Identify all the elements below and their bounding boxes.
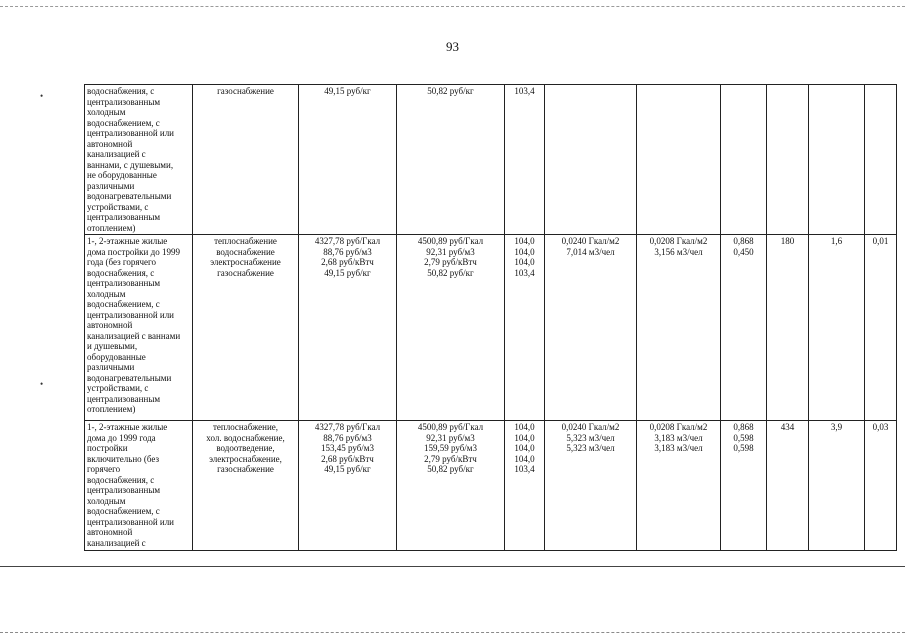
table-row — [85, 421, 897, 551]
tariff-b-cell — [397, 85, 505, 235]
cell-line: водонагревательными — [87, 191, 172, 201]
cell-line: горячего — [87, 464, 121, 474]
cell-line: централизованным — [87, 212, 161, 222]
cell-line: устройствами, с — [87, 201, 149, 212]
cell-line: 0,868 — [733, 236, 754, 246]
cell-line: 4327,78 руб/Гкал — [314, 236, 381, 246]
count-cell — [767, 421, 809, 551]
cell-line: водоснабжением, с — [87, 117, 160, 128]
cell-line: 49,15 руб/кг — [324, 464, 371, 474]
services-cell — [193, 421, 299, 551]
scan-edge-bottom — [0, 632, 905, 633]
cell-line: 0,450 — [733, 246, 754, 257]
cell-line: 0,598 — [733, 443, 754, 453]
cell-line: 0,03 — [872, 422, 889, 432]
margin-mark: • — [40, 379, 44, 389]
cell-line: канализацией с — [87, 537, 146, 548]
cell-line: 103,4 — [514, 464, 535, 474]
count-cell — [767, 85, 809, 235]
cell-line: водоснабжением, с — [87, 506, 160, 516]
cell-line: отоплением) — [87, 222, 136, 233]
cell-line: ваннами, с душевыми, — [87, 159, 174, 170]
cell-line: 103,4 — [514, 267, 535, 278]
cell-line: холодным — [87, 288, 126, 299]
cell-line: водонагревательными — [87, 372, 172, 383]
tariff-a-cell — [299, 85, 397, 235]
cell-line: 88,76 руб/м3 — [323, 246, 372, 257]
cell-line: 0,598 — [733, 432, 754, 443]
cell-line: централизованным — [87, 96, 161, 107]
cell-line: 104,0 — [514, 236, 535, 246]
cell-line: 104,0 — [514, 453, 535, 464]
tariff-b-cell — [397, 421, 505, 551]
cell-line: 92,31 руб/м3 — [426, 432, 475, 443]
cell-line: 2,68 руб/кВтч — [321, 453, 374, 464]
cell-line: холодным — [87, 495, 126, 506]
cell-line: 434 — [780, 422, 795, 432]
share-cell — [809, 235, 865, 421]
cell-line: отоплением) — [87, 404, 136, 414]
cell-line: 0,0208 Гкал/м2 — [649, 422, 708, 432]
cell-line: централизованным — [87, 278, 161, 288]
cell-line: 1,6 — [830, 236, 843, 246]
cell-line: автономной — [87, 320, 133, 330]
table-body — [85, 85, 897, 551]
norm-a-cell — [545, 85, 637, 235]
coefficient-cell — [721, 421, 767, 551]
extra-cell — [865, 85, 897, 235]
services-cell — [193, 85, 299, 235]
cell-line: 0,0240 Гкал/м2 — [561, 422, 620, 432]
cell-line: водоснабжением, с — [87, 299, 160, 309]
norm-a-cell — [545, 421, 637, 551]
cell-line: водоснабжения, с — [87, 267, 155, 278]
norm-b-cell — [637, 235, 721, 421]
cell-line: 1-, 2-этажные жилые — [87, 422, 168, 432]
table-row — [85, 235, 897, 421]
cell-line: 4500,89 руб/Гкал — [417, 422, 484, 432]
cell-line: 2,68 руб/кВтч — [321, 257, 374, 267]
cell-line: 3,156 м3/чел — [654, 246, 703, 257]
cell-line: оборудованные — [87, 351, 146, 362]
cell-line: 4500,89 руб/Гкал — [417, 236, 484, 246]
cell-line: централизованным — [87, 485, 161, 495]
norm-a-cell — [545, 235, 637, 421]
cell-line: 5,323 м3/чел — [566, 443, 615, 453]
cell-line: различными — [87, 180, 135, 191]
cell-line: 5,323 м3/чел — [566, 432, 615, 443]
cell-line: дома постройки до 1999 — [87, 246, 180, 257]
tariff-b-cell — [397, 235, 505, 421]
cell-line: 104,0 — [514, 443, 535, 453]
tariff-table — [84, 84, 897, 551]
margin-mark: • — [40, 91, 44, 101]
cell-line: хол. водоснабжение, — [206, 432, 285, 443]
share-cell — [809, 421, 865, 551]
cell-line: 49,15 руб/кг — [324, 86, 371, 96]
cell-line: 3,9 — [830, 422, 843, 432]
cell-line: централизованной или — [87, 128, 175, 138]
cell-line: 103,4 — [514, 86, 535, 96]
cell-line: холодным — [87, 107, 126, 117]
cell-line: 7,014 м3/чел — [566, 246, 615, 257]
row-description — [85, 235, 193, 421]
cell-line: 49,15 руб/кг — [324, 267, 371, 278]
index-cell — [505, 421, 545, 551]
row-description — [85, 85, 193, 235]
index-cell — [505, 85, 545, 235]
tariff-a-cell — [299, 235, 397, 421]
cell-line: дома до 1999 года — [87, 432, 156, 443]
cell-line: включительно (без — [87, 453, 160, 464]
tariff-a-cell — [299, 421, 397, 551]
table-row — [85, 85, 897, 235]
cell-line: теплоснабжение, — [212, 422, 279, 432]
cell-line: года (без горячего — [87, 257, 156, 267]
cell-line: 50,82 руб/кг — [427, 86, 474, 96]
extra-cell — [865, 421, 897, 551]
bottom-rule — [0, 566, 905, 567]
cell-line: различными — [87, 362, 135, 372]
cell-line: 104,0 — [514, 257, 535, 267]
index-cell — [505, 235, 545, 421]
cell-line: 3,183 м3/чел — [654, 432, 703, 443]
cell-line: 153,45 руб/м3 — [320, 443, 375, 453]
cell-line: газоснабжение — [217, 464, 274, 474]
services-cell — [193, 235, 299, 421]
cell-line: устройствами, с — [87, 383, 149, 393]
cell-line: 50,82 руб/кг — [427, 464, 474, 474]
cell-line: 0,01 — [872, 236, 889, 246]
cell-line: газоснабжение — [217, 86, 274, 96]
page-number: 93 — [446, 39, 459, 54]
cell-line: 2,79 руб/кВтч — [424, 257, 477, 267]
cell-line: постройки — [87, 443, 128, 453]
cell-line: электроснабжение — [210, 257, 281, 267]
cell-line: теплоснабжение — [214, 236, 277, 246]
cell-line: водоотведение, — [216, 443, 275, 453]
cell-line: 180 — [780, 236, 795, 246]
cell-line: централизованной или — [87, 516, 175, 527]
cell-line: 50,82 руб/кг — [427, 267, 474, 278]
scan-edge-top — [0, 0, 905, 7]
cell-line: 159,59 руб/м3 — [423, 443, 478, 453]
cell-line: не оборудованные — [87, 170, 157, 180]
cell-line: электроснабжение, — [209, 453, 282, 464]
cell-line: канализацией с — [87, 149, 146, 159]
cell-line: 2,79 руб/кВтч — [424, 453, 477, 464]
cell-line: водоснабжения, с — [87, 86, 155, 96]
cell-line: 88,76 руб/м3 — [323, 432, 372, 443]
cell-line: 92,31 руб/м3 — [426, 246, 475, 257]
cell-line: 104,0 — [514, 422, 535, 432]
cell-line: 3,183 м3/чел — [654, 443, 703, 453]
cell-line: 104,0 — [514, 246, 535, 257]
cell-line: газоснабжение — [217, 267, 274, 278]
cell-line: 104,0 — [514, 432, 535, 443]
norm-b-cell — [637, 421, 721, 551]
cell-line: канализацией с ваннами — [87, 330, 181, 341]
extra-cell — [865, 235, 897, 421]
coefficient-cell — [721, 85, 767, 235]
cell-line: 4327,78 руб/Гкал — [314, 422, 381, 432]
cell-line: 0,0240 Гкал/м2 — [561, 236, 620, 246]
cell-line: централизованной или — [87, 309, 175, 320]
cell-line: 0,0208 Гкал/м2 — [649, 236, 708, 246]
cell-line: и душевыми, — [87, 341, 138, 351]
cell-line: водоснабжения, с — [87, 474, 155, 485]
cell-line: автономной — [87, 527, 133, 537]
count-cell — [767, 235, 809, 421]
cell-line: 0,868 — [733, 422, 754, 432]
cell-line: автономной — [87, 138, 133, 149]
norm-b-cell — [637, 85, 721, 235]
share-cell — [809, 85, 865, 235]
row-description — [85, 421, 193, 551]
coefficient-cell — [721, 235, 767, 421]
cell-line: 1-, 2-этажные жилые — [87, 236, 168, 246]
cell-line: централизованным — [87, 393, 161, 404]
cell-line: водоснабжение — [216, 246, 275, 257]
